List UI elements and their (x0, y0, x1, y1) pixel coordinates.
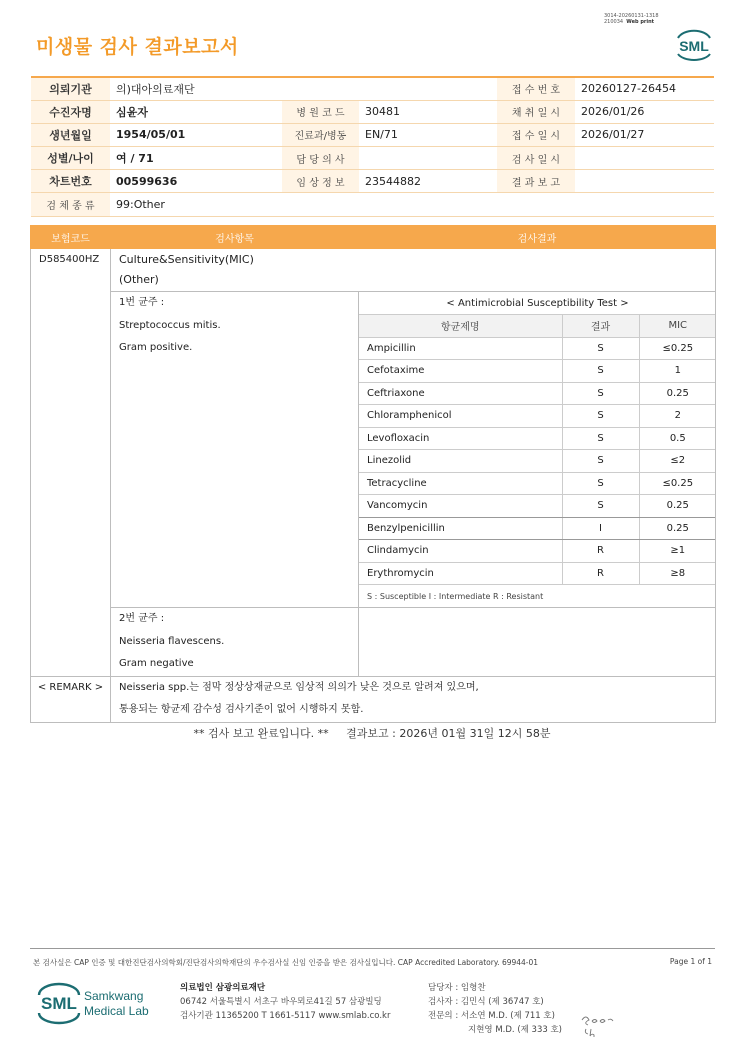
remark-line1: Neisseria spp.는 점막 정상상재균으로 임상적 의의가 낮은 것으로 알려져 있으며, (119, 681, 479, 693)
ast-mic-cell: 0.25 (639, 517, 716, 540)
page-title: 미생물 검사 결과보고서 (36, 36, 239, 58)
specimen-value: 99:Other (110, 193, 714, 216)
test-item-header: 검사항목 (111, 226, 359, 249)
dob-value: 1954/05/01 (110, 123, 282, 146)
dept-label: 진료과/병동 (282, 123, 359, 146)
ast-row (359, 427, 716, 450)
page-number: Page 1 of 1 (669, 957, 712, 966)
requester-label: 의뢰기관 (31, 77, 110, 100)
ast-result-cell: S (562, 360, 639, 383)
ast-row (359, 360, 716, 383)
test-date-label: 검 사 일 시 (497, 147, 575, 170)
completion-note (0, 725, 744, 741)
ast-result-cell: S (562, 382, 639, 405)
chart-no-label: 차트번호 (31, 170, 110, 193)
hospital-code-label: 병 원 코 드 (282, 100, 359, 123)
organism1-name: Streptococcus mitis. (119, 319, 221, 331)
test-date-value (575, 147, 714, 170)
ast-row (359, 450, 716, 473)
ast-result-cell: S (562, 450, 639, 473)
receipt-no-value: 20260127-26454 (575, 77, 714, 100)
ast-legend: S : Susceptible I : Intermediate R : Resistant (367, 591, 544, 601)
ast-row (359, 562, 716, 585)
ast-drug-cell: Erythromycin (359, 562, 562, 585)
ast-row (359, 382, 716, 405)
ast-drug-cell: Chloramphenicol (359, 405, 562, 428)
test-item (111, 249, 716, 292)
doctor-label: 담 당 의 사 (282, 147, 359, 170)
organization-info (180, 981, 390, 1023)
ast-result-header: 결과 (562, 315, 639, 338)
patient-info-table (31, 76, 714, 217)
ast-result-cell: S (562, 495, 639, 518)
sml-logo-text: SML (679, 38, 709, 54)
test-result-header: 검사결과 (359, 226, 716, 249)
staff-tester: 검사자 : 김민식 (제 36747 호) (428, 997, 544, 1007)
collect-date-label: 채 취 일 시 (497, 100, 575, 123)
org-address: 06742 서울특별시 서초구 바우뫼로41길 57 삼광빌딩 (180, 997, 382, 1007)
organism2-label: 2번 균주 : (119, 613, 165, 624)
document-reference-line1: 3014-20260131-1318 (604, 13, 659, 19)
result-table (30, 225, 716, 723)
ast-row (359, 517, 716, 540)
ast-result-cell: S (562, 405, 639, 428)
staff-info (428, 981, 562, 1037)
remark-text (111, 676, 716, 722)
ast-rows (359, 337, 716, 585)
ast-result-cell: S (562, 427, 639, 450)
clinical-info-label: 임 상 정 보 (282, 170, 359, 193)
ast-drug-cell: Tetracycline (359, 472, 562, 495)
test-item-name: Culture&Sensitivity(MIC) (119, 253, 254, 266)
chart-no-value: 00599636 (110, 170, 282, 193)
ast-mic-header: MIC (639, 315, 716, 338)
ast-mic-cell: 0.25 (639, 495, 716, 518)
dept-value: EN/71 (359, 123, 497, 146)
specimen-label: 검 체 종 류 (31, 193, 110, 216)
samkwang-logo (36, 978, 160, 1028)
ast-mic-cell: 0.5 (639, 427, 716, 450)
ast-drug-cell: Ceftriaxone (359, 382, 562, 405)
organism2-name: Neisseria flavescens. (119, 635, 225, 647)
staff-specialist1: 전문의 : 서소연 M.D. (제 711 호) (428, 1011, 555, 1021)
organism1-gram: Gram positive. (119, 342, 193, 353)
organism1-block (111, 292, 359, 608)
organism2-gram: Gram negative (119, 658, 194, 669)
footer-divider (30, 948, 715, 949)
insurance-code-header: 보험코드 (31, 226, 111, 249)
ast-row (359, 405, 716, 428)
ast-drug-cell: Cefotaxime (359, 360, 562, 383)
signature-image (578, 1010, 618, 1040)
sml-logo-icon (672, 24, 716, 64)
ast-mic-cell: 0.25 (639, 382, 716, 405)
ast-drug-cell: Levofloxacin (359, 427, 562, 450)
ast-mic-cell: ≥8 (639, 562, 716, 585)
receipt-date-label: 접 수 일 시 (497, 123, 575, 146)
hospital-code-value: 30481 (359, 100, 497, 123)
ast-row (359, 540, 716, 563)
ast-drug-cell: Clindamycin (359, 540, 562, 563)
clinical-info-value: 23544882 (359, 170, 497, 193)
certification-text: 본 검사실은 CAP 인증 및 대한진단검사의학회/진단검사의학재단의 우수검사실 신임 인증을 받은 검사실입니다. CAP Accredited Laboratory. 69944-01 (33, 958, 539, 967)
patient-name-value: 심윤자 (110, 100, 282, 123)
ast-drug-cell: Ampicillin (359, 337, 562, 360)
logo-sml-text: SML (41, 994, 77, 1013)
ast-drug-cell: Benzylpenicillin (359, 517, 562, 540)
document-reference (604, 13, 659, 25)
ast-mic-cell: ≤0.25 (639, 472, 716, 495)
ast-result-cell: S (562, 472, 639, 495)
ast-result-cell: R (562, 562, 639, 585)
org-name: 의료법인 삼광의료재단 (180, 983, 266, 993)
ast-mic-cell: ≥1 (639, 540, 716, 563)
ast-block (359, 292, 716, 608)
remark-line2: 통용되는 항균제 감수성 검사기준이 없어 시행하지 못함. (119, 704, 364, 715)
report-value (575, 170, 714, 193)
web-print-label: Web print (626, 19, 655, 25)
ast-row (359, 495, 716, 518)
staff-specialist2: 지현영 M.D. (제 333 호) (468, 1025, 563, 1035)
ast-result-cell: R (562, 540, 639, 563)
ast-row (359, 472, 716, 495)
ast-result-cell: I (562, 517, 639, 540)
ast-drug-cell: Linezolid (359, 450, 562, 473)
ast-title: < Antimicrobial Susceptibility Test > (359, 292, 716, 315)
staff-manager: 담당자 : 임형찬 (428, 983, 486, 993)
receipt-no-label: 접 수 번 호 (497, 77, 575, 100)
doctor-value (359, 147, 497, 170)
ast-result-cell: S (562, 337, 639, 360)
patient-name-label: 수진자명 (31, 100, 110, 123)
insurance-code: D585400HZ (31, 249, 111, 677)
ast-mic-cell: 1 (639, 360, 716, 383)
document-reference-id: 210034 (604, 19, 624, 25)
sex-age-value: 여 / 71 (110, 147, 282, 170)
organism2-block (111, 608, 359, 677)
ast-row (359, 337, 716, 360)
ast-mic-cell: ≤0.25 (639, 337, 716, 360)
ast-drug-cell: Vancomycin (359, 495, 562, 518)
logo-name-line1: Samkwang (84, 989, 144, 1003)
report-label: 결 과 보 고 (497, 170, 575, 193)
logo-name-line2: Medical Lab (84, 1004, 149, 1018)
completion-text: ** 검사 보고 완료입니다. ** 결과보고 : 2026년 01월 31일 12시 58분 (193, 727, 551, 740)
ast-drug-header: 항균제명 (359, 315, 562, 338)
organism1-label: 1번 균주 : (119, 297, 165, 308)
receipt-date-value: 2026/01/27 (575, 123, 714, 146)
remark-label: < REMARK > (31, 676, 111, 722)
collect-date-value: 2026/01/26 (575, 100, 714, 123)
org-contact: 검사기관 11365200 T 1661-5117 www.smlab.co.kr (180, 1011, 391, 1021)
requester-value: 의)대아의료재단 (110, 77, 497, 100)
test-item-specimen: (Other) (119, 273, 159, 286)
dob-label: 생년월일 (31, 123, 110, 146)
ast-mic-cell: 2 (639, 405, 716, 428)
ast-table (359, 292, 716, 607)
sex-age-label: 성별/나이 (31, 147, 110, 170)
organism2-result (359, 608, 716, 677)
ast-mic-cell: ≤2 (639, 450, 716, 473)
